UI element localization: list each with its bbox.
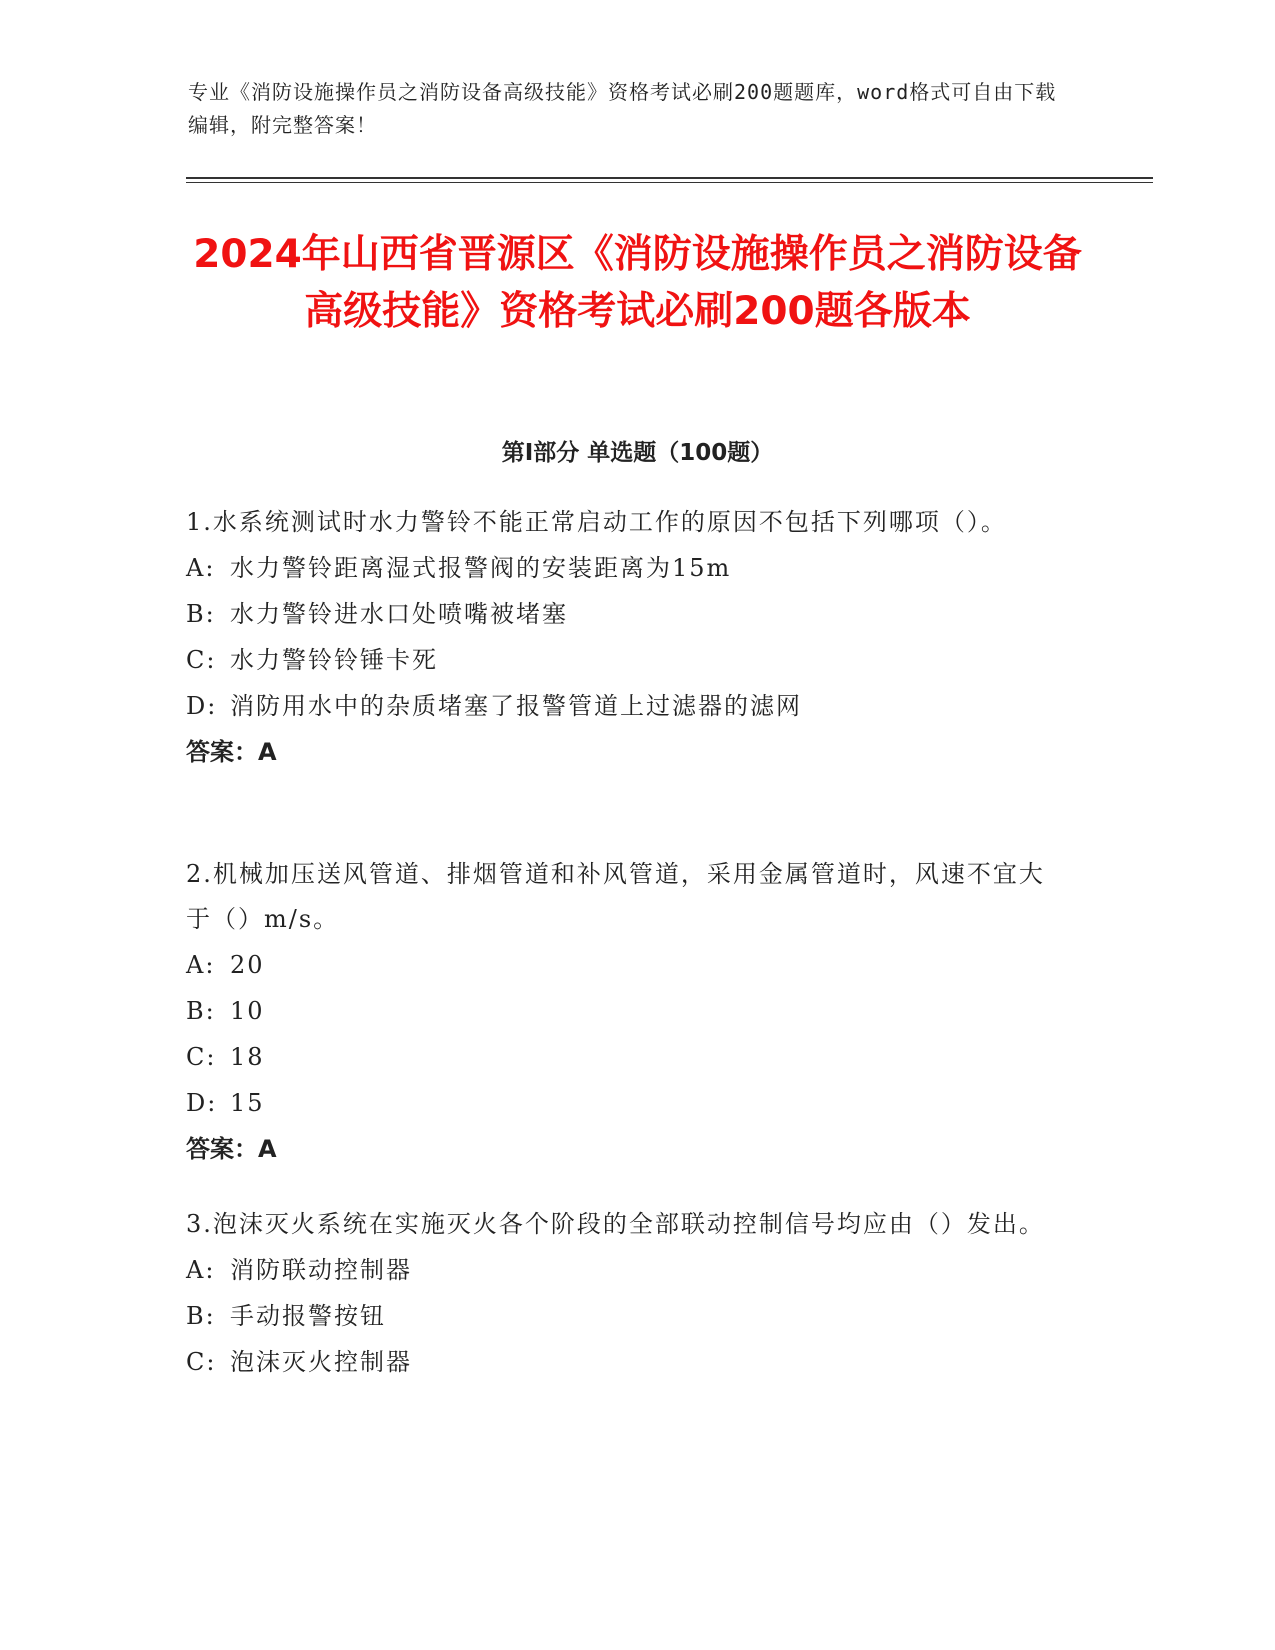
- option-key: B:: [186, 997, 216, 1025]
- option-d: [186, 683, 1066, 729]
- option-text: 水力警铃进水口处喷嘴被堵塞: [230, 600, 568, 628]
- question-stem: 2.机械加压送风管道、排烟管道和补风管道，采用金属管道时，风速不宜大于（）m/s。: [186, 860, 1045, 933]
- option-text: 泡沫灭火控制器: [230, 1348, 412, 1376]
- header-divider-thin: [186, 182, 1153, 183]
- option-key: D:: [186, 692, 218, 720]
- header-divider-thick: [186, 177, 1153, 179]
- option-key: C:: [186, 1348, 217, 1376]
- option-b: [186, 591, 1066, 637]
- option-key: C:: [186, 1043, 217, 1071]
- option-text: 消防联动控制器: [230, 1256, 412, 1284]
- option-text: 水力警铃距离湿式报警阀的安装距离为15m: [230, 554, 732, 582]
- option-text: 20: [230, 951, 265, 979]
- option-key: D:: [186, 1089, 218, 1117]
- option-key: A:: [186, 554, 216, 582]
- question-2: [186, 852, 1066, 1172]
- option-d: [186, 1080, 1066, 1126]
- option-a: [186, 942, 1066, 988]
- question-stem: 3.泡沫灭火系统在实施灭火各个阶段的全部联动控制信号均应由（）发出。: [186, 1210, 1045, 1238]
- option-key: B:: [186, 1302, 216, 1330]
- option-text: 手动报警按钮: [230, 1302, 386, 1330]
- option-a: [186, 545, 1066, 591]
- question-1: [186, 500, 1066, 775]
- option-b: [186, 1293, 1066, 1339]
- option-c: [186, 1339, 1066, 1385]
- option-key: A:: [186, 1256, 216, 1284]
- answer-line: 答案：A: [186, 738, 277, 766]
- option-text: 18: [230, 1043, 265, 1071]
- option-a: [186, 1247, 1066, 1293]
- option-c: [186, 1034, 1066, 1080]
- option-key: A:: [186, 951, 216, 979]
- document-title: 2024年山西省晋源区《消防设施操作员之消防设备高级技能》资格考试必刷200题各版本: [193, 232, 1082, 334]
- option-b: [186, 988, 1066, 1034]
- option-text: 水力警铃铃锤卡死: [230, 646, 438, 674]
- option-text: 15: [230, 1089, 265, 1117]
- answer-line: 答案：A: [186, 1135, 277, 1163]
- question-3: [186, 1202, 1066, 1385]
- option-text: 消防用水中的杂质堵塞了报警管道上过滤器的滤网: [230, 692, 802, 720]
- question-stem: 1.水系统测试时水力警铃不能正常启动工作的原因不包括下列哪项（）。: [186, 508, 1007, 536]
- option-text: 10: [230, 997, 265, 1025]
- section-title: 第Ⅰ部分 单选题（100题）: [501, 440, 774, 466]
- option-c: [186, 637, 1066, 683]
- header-note: 专业《消防设施操作员之消防设备高级技能》资格考试必刷200题题库，word格式可自由下载编辑，附完整答案！: [188, 80, 1057, 137]
- option-key: C:: [186, 646, 217, 674]
- option-key: B:: [186, 600, 216, 628]
